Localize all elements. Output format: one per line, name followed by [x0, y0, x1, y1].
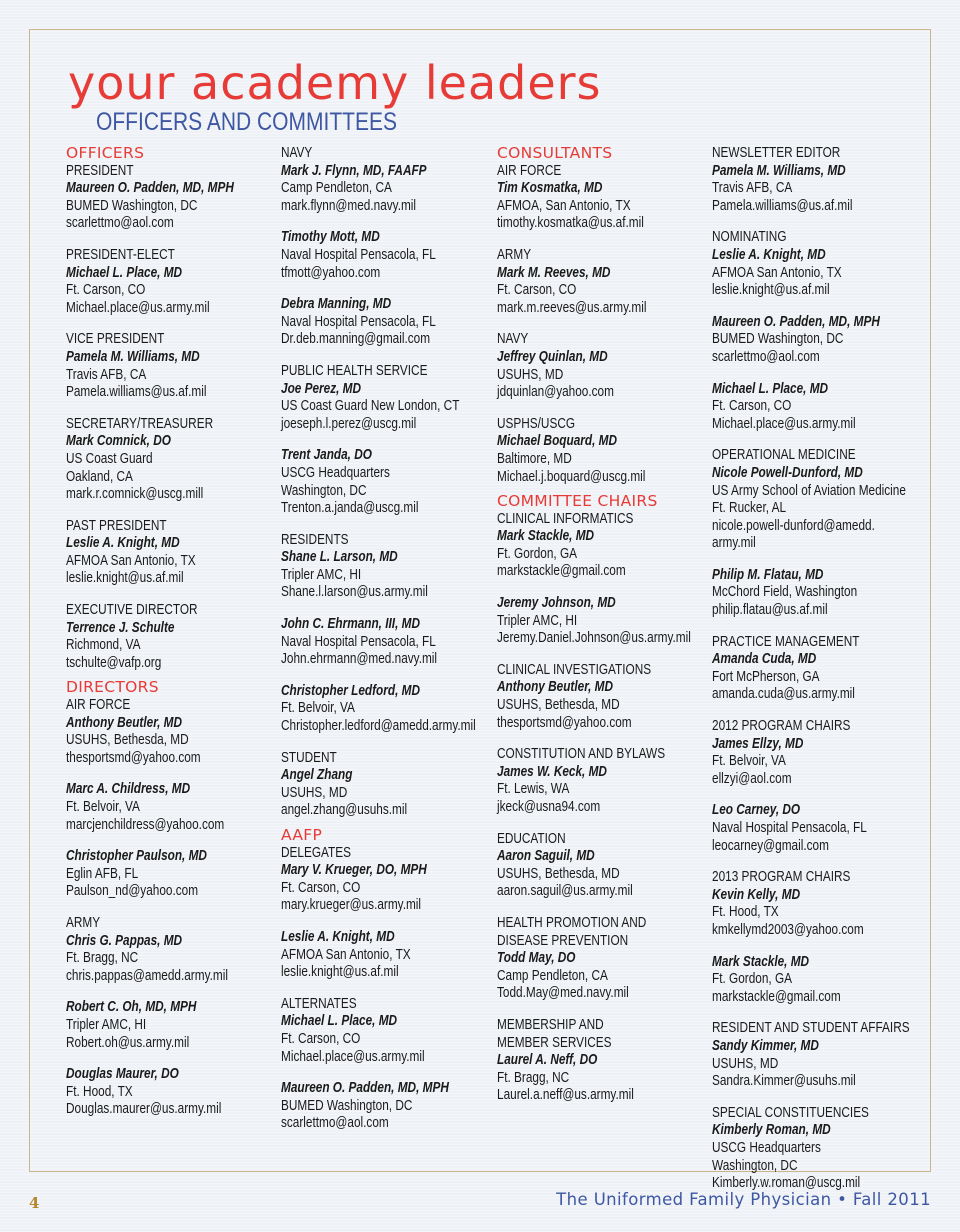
person-email: mark.m.reeves@us.army.mil: [497, 299, 647, 316]
person-name: Anthony Beutler, MD: [66, 714, 183, 731]
person-name: Mark J. Flynn, MD, FAAFP: [281, 162, 427, 179]
person-location: USUHS, MD: [497, 366, 564, 383]
person-name: Mark M. Reeves, MD: [497, 264, 611, 281]
person-name: Marc A. Childress, MD: [66, 781, 191, 798]
role-heading: NOMINATING: [712, 229, 787, 246]
person-name: Mark Stackle, MD: [712, 953, 810, 970]
spacer: [281, 915, 491, 929]
role-heading: CLINICAL INVESTIGATIONS: [497, 661, 652, 678]
spacer: [712, 215, 922, 229]
person-name: Sandy Kimmer, MD: [712, 1037, 819, 1054]
person-location: Ft. Carson, CO: [66, 282, 146, 299]
person-location: Oakland, CA: [66, 468, 133, 485]
person-name: Angel Zhang: [281, 767, 353, 784]
person-name: Tim Kosmatka, MD: [497, 180, 603, 197]
spacer: [712, 433, 922, 447]
person-location: Ft. Belvoir, VA: [712, 753, 786, 770]
person-location: Tripler AMC, HI: [281, 566, 362, 583]
person-location: BUMED Washington, DC: [281, 1097, 413, 1114]
role-heading: 2012 PROGRAM CHAIRS: [712, 718, 851, 735]
spacer: [497, 1003, 707, 1017]
spacer: [66, 834, 276, 848]
person-email: leslie.knight@us.af.mil: [281, 964, 399, 981]
person-email: philip.flatau@us.af.mil: [712, 602, 828, 619]
person-email: timothy.kosmatka@us.af.mil: [497, 215, 644, 232]
spacer: [712, 553, 922, 567]
spacer: [497, 581, 707, 595]
person-location: Ft. Hood, TX: [712, 904, 779, 921]
spacer: [66, 402, 276, 416]
spacer: [281, 602, 491, 616]
spacer: [712, 704, 922, 718]
person-name: Anthony Beutler, MD: [497, 679, 614, 696]
person-name: Kevin Kelly, MD: [712, 886, 801, 903]
person-name: Leslie A. Knight, MD: [66, 535, 180, 552]
person-email: Trenton.a.janda@uscg.mil: [281, 500, 419, 517]
person-name: Debra Manning, MD: [281, 296, 392, 313]
spacer: [281, 736, 491, 750]
person-name: Maureen O. Padden, MD, MPH: [712, 313, 880, 330]
spacer: [497, 233, 707, 247]
person-location: Ft. Bragg, NC: [66, 950, 139, 967]
person-email: leocarney@gmail.com: [712, 837, 829, 854]
person-location: USUHS, MD: [281, 784, 348, 801]
person-email: amanda.cuda@us.army.mil: [712, 686, 855, 703]
spacer: [712, 1006, 922, 1020]
person-location: Ft. Belvoir, VA: [66, 799, 140, 815]
person-location: Ft. Rucker, AL: [712, 500, 787, 517]
spacer: [712, 855, 922, 869]
person-location: Camp Pendleton, CA: [497, 967, 608, 984]
person-email: scarlettmo@aol.com: [66, 215, 174, 232]
person-location: Naval Hospital Pensacola, FL: [281, 246, 436, 263]
section-heading: CONSULTANTS: [497, 144, 613, 162]
role-heading: SECRETARY/TREASURER: [66, 415, 214, 432]
spacer: [712, 620, 922, 634]
person-location: Washington, DC: [281, 482, 367, 499]
person-email: Michael.place@us.army.mil: [281, 1048, 425, 1065]
spacer: [712, 300, 922, 314]
person-email: Robert.oh@us.army.mil: [66, 1034, 190, 1051]
spacer: [712, 1091, 922, 1105]
person-email: jdquinlan@yahoo.com: [497, 384, 614, 401]
person-name: Philip M. Flatau, MD: [712, 566, 824, 583]
person-email: nicole.powell-dunford@amedd.: [712, 517, 875, 534]
person-name: Nicole Powell-Dunford, MD: [712, 464, 863, 481]
role-heading: NAVY: [497, 331, 529, 348]
person-name: Mark Stackle, MD: [497, 528, 595, 545]
spacer: [712, 367, 922, 381]
person-location: BUMED Washington, DC: [66, 197, 198, 214]
person-location: USUHS, MD: [712, 1055, 779, 1072]
role-heading: ARMY: [497, 246, 532, 263]
person-name: Michael Boquard, MD: [497, 433, 617, 450]
person-name: Michael L. Place, MD: [66, 264, 183, 281]
spacer: [66, 233, 276, 247]
person-name: Jeremy Johnson, MD: [497, 595, 616, 612]
spacer: [497, 732, 707, 746]
person-name: Leo Carney, DO: [712, 802, 801, 819]
person-name: Leslie A. Knight, MD: [281, 928, 395, 945]
page-subtitle: OFFICERS AND COMMITTEES: [96, 108, 398, 136]
person-name: John C. Ehrmann, III, MD: [281, 616, 420, 633]
person-name: James Ellzy, MD: [712, 735, 804, 752]
person-email: Shane.l.larson@us.army.mil: [281, 584, 428, 601]
person-email: leslie.knight@us.af.mil: [712, 282, 830, 299]
person-name: Christopher Paulson, MD: [66, 848, 207, 865]
role-heading: ALTERNATES: [281, 995, 357, 1012]
person-email: Pamela.williams@us.af.mil: [66, 384, 207, 401]
person-location: USCG Headquarters: [281, 464, 390, 481]
person-location: AFMOA San Antonio, TX: [281, 946, 411, 963]
person-email: Pamela.williams@us.af.mil: [712, 197, 853, 214]
person-name: Todd May, DO: [497, 950, 576, 967]
person-email: chris.pappas@amedd.army.mil: [66, 967, 228, 984]
person-location: Fort McPherson, GA: [712, 668, 820, 685]
person-name: Robert C. Oh, MD, MPH: [66, 999, 197, 1016]
section-heading: AAFP: [281, 826, 323, 844]
person-location: Richmond, VA: [66, 637, 141, 654]
person-location: Eglin AFB, FL: [66, 865, 139, 882]
person-name: Amanda Cuda, MD: [712, 651, 817, 668]
person-location: Travis AFB, CA: [712, 180, 793, 197]
role-heading: DISEASE PREVENTION: [497, 932, 629, 949]
person-location: Ft. Gordon, GA: [712, 971, 793, 988]
role-heading: EXECUTIVE DIRECTOR: [66, 602, 198, 619]
column-2: [281, 145, 491, 1133]
person-location: USUHS, Bethesda, MD: [497, 865, 620, 882]
spacer: [281, 518, 491, 532]
person-location: Ft. Carson, CO: [712, 398, 792, 415]
person-email: Laurel.a.neff@us.army.mil: [497, 1087, 634, 1104]
person-location: BUMED Washington, DC: [712, 331, 844, 348]
person-location: Ft. Gordon, GA: [497, 545, 578, 562]
person-email: mark.flynn@med.navy.mil: [281, 197, 417, 214]
spacer: [281, 1066, 491, 1080]
role-heading: PRESIDENT-ELECT: [66, 246, 175, 263]
person-email: markstackle@gmail.com: [712, 988, 841, 1005]
person-email: jkeck@usna94.com: [497, 799, 601, 815]
spacer: [66, 1052, 276, 1066]
person-location: Ft. Carson, CO: [281, 879, 361, 896]
role-heading: PAST PRESIDENT: [66, 517, 167, 534]
role-heading: NEWSLETTER EDITOR: [712, 145, 841, 161]
column-4: [712, 145, 922, 1193]
person-location: US Coast Guard New London, CT: [281, 398, 460, 415]
section-heading: DIRECTORS: [66, 678, 159, 697]
person-name: Chris G. Pappas, MD: [66, 932, 183, 949]
person-name: Laurel A. Neff, DO: [497, 1052, 598, 1069]
person-location: Naval Hospital Pensacola, FL: [281, 313, 436, 330]
role-heading: NAVY: [281, 145, 313, 161]
person-location: USUHS, Bethesda, MD: [497, 697, 620, 714]
person-email: Sandra.Kimmer@usuhs.mil: [712, 1073, 856, 1090]
spacer: [497, 817, 707, 831]
person-email: scarlettmo@aol.com: [281, 1115, 389, 1132]
role-heading: USPHS/USCG: [497, 415, 576, 432]
person-email: tfmott@yahoo.com: [281, 264, 381, 281]
person-email: Kimberly.w.roman@uscg.mil: [712, 1175, 861, 1192]
person-name: Terrence J. Schulte: [66, 619, 175, 636]
person-name: Jeffrey Quinlan, MD: [497, 348, 608, 365]
person-email: leslie.knight@us.af.mil: [66, 570, 184, 587]
role-heading: CONSTITUTION AND BYLAWS: [497, 746, 666, 763]
person-location: Naval Hospital Pensacola, FL: [712, 820, 867, 836]
role-heading: OPERATIONAL MEDICINE: [712, 447, 856, 464]
spacer: [497, 317, 707, 331]
person-email: mark.r.comnick@uscg.mill: [66, 486, 204, 503]
person-location: Baltimore, MD: [497, 450, 572, 467]
role-heading: RESIDENT AND STUDENT AFFAIRS: [712, 1020, 910, 1037]
person-location: Camp Pendleton, CA: [281, 180, 392, 197]
spacer: [66, 767, 276, 781]
person-name: Pamela M. Williams, MD: [712, 162, 846, 179]
magazine-footer: The Uniformed Family Physician • Fall 2011: [556, 1190, 931, 1209]
person-email: Douglas.maurer@us.army.mil: [66, 1101, 222, 1118]
person-email: tschulte@vafp.org: [66, 654, 162, 671]
role-heading: EDUCATION: [497, 830, 566, 847]
role-heading: AIR FORCE: [497, 162, 562, 179]
person-location: Ft. Carson, CO: [281, 1030, 361, 1047]
person-name: Maureen O. Padden, MD, MPH: [66, 180, 234, 197]
column-3: [497, 145, 707, 1105]
role-heading: MEMBERSHIP AND: [497, 1016, 604, 1033]
person-email: Dr.deb.manning@gmail.com: [281, 331, 431, 348]
person-name: Shane L. Larson, MD: [281, 549, 398, 566]
person-name: Leslie A. Knight, MD: [712, 246, 826, 263]
spacer: [281, 982, 491, 996]
spacer: [281, 215, 491, 229]
person-email: Michael.place@us.army.mil: [66, 299, 210, 316]
person-name: Timothy Mott, MD: [281, 229, 380, 246]
person-email: Michael.j.boquard@uscg.mil: [497, 468, 646, 485]
spacer: [281, 282, 491, 296]
person-email: army.mil: [712, 535, 756, 552]
person-email: scarlettmo@aol.com: [712, 348, 820, 365]
person-location: McChord Field, Washington: [712, 584, 858, 601]
role-heading: SPECIAL CONSTITUENCIES: [712, 1104, 869, 1121]
person-location: Naval Hospital Pensacola, FL: [281, 633, 436, 650]
person-location: US Army School of Aviation Medicine: [712, 482, 906, 499]
person-email: Christopher.ledford@amedd.army.mil: [281, 718, 476, 735]
page-number: 4: [29, 1194, 40, 1212]
person-email: markstackle@gmail.com: [497, 563, 626, 580]
person-name: Trent Janda, DO: [281, 447, 372, 464]
person-location: AFMOA San Antonio, TX: [712, 264, 842, 281]
role-heading: PRESIDENT: [66, 162, 134, 179]
role-heading: DELEGATES: [281, 844, 351, 861]
person-email: angel.zhang@usuhs.mil: [281, 802, 408, 819]
person-name: Douglas Maurer, DO: [66, 1066, 179, 1083]
spacer: [281, 669, 491, 683]
person-location: Ft. Lewis, WA: [497, 781, 570, 798]
person-name: Pamela M. Williams, MD: [66, 348, 200, 365]
person-name: Kimberly Roman, MD: [712, 1122, 831, 1139]
person-name: Mark Comnick, DO: [66, 433, 171, 450]
spacer: [497, 901, 707, 915]
person-name: Joe Perez, MD: [281, 380, 362, 397]
person-name: Maureen O. Padden, MD, MPH: [281, 1080, 449, 1097]
role-heading: RESIDENTS: [281, 531, 349, 548]
person-location: Ft. Carson, CO: [497, 282, 577, 299]
spacer: [712, 788, 922, 802]
person-location: USUHS, Bethesda, MD: [66, 732, 189, 749]
role-heading: VICE PRESIDENT: [66, 331, 165, 348]
role-heading: HEALTH PROMOTION AND: [497, 914, 647, 931]
person-location: Tripler AMC, HI: [497, 612, 578, 629]
section-heading: COMMITTEE CHAIRS: [497, 492, 658, 511]
person-email: ellzyi@aol.com: [712, 770, 792, 787]
role-heading: STUDENT: [281, 749, 337, 766]
person-location: Ft. Belvoir, VA: [281, 700, 355, 717]
person-location: Ft. Hood, TX: [66, 1083, 133, 1100]
role-heading: CLINICAL INFORMATICS: [497, 510, 634, 527]
page-title: your academy leaders: [68, 56, 602, 110]
spacer: [281, 433, 491, 447]
person-email: Paulson_nd@yahoo.com: [66, 883, 199, 900]
role-heading: AIR FORCE: [66, 697, 131, 714]
spacer: [712, 940, 922, 954]
person-name: Michael L. Place, MD: [281, 1013, 398, 1030]
person-location: Ft. Bragg, NC: [497, 1069, 570, 1086]
spacer: [66, 985, 276, 999]
person-name: Aaron Saguil, MD: [497, 848, 595, 865]
person-email: joeseph.l.perez@uscg.mil: [281, 415, 417, 432]
person-email: aaron.saguil@us.army.mil: [497, 883, 633, 900]
person-name: Mary V. Krueger, DO, MPH: [281, 862, 427, 879]
person-email: marcjenchildress@yahoo.com: [66, 816, 225, 833]
person-email: Michael.place@us.army.mil: [712, 415, 856, 432]
person-location: AFMOA, San Antonio, TX: [497, 197, 631, 214]
person-email: John.ehrmann@med.navy.mil: [281, 651, 438, 668]
person-location: AFMOA San Antonio, TX: [66, 552, 196, 569]
spacer: [66, 588, 276, 602]
person-email: mary.krueger@us.army.mil: [281, 897, 422, 914]
spacer: [497, 648, 707, 662]
person-email: thesportsmd@yahoo.com: [66, 749, 201, 766]
person-name: Michael L. Place, MD: [712, 380, 829, 397]
role-heading: MEMBER SERVICES: [497, 1034, 612, 1051]
spacer: [281, 349, 491, 363]
person-email: Jeremy.Daniel.Johnson@us.army.mil: [497, 630, 691, 647]
person-location: Tripler AMC, HI: [66, 1016, 147, 1033]
person-name: Christopher Ledford, MD: [281, 682, 420, 699]
spacer: [66, 317, 276, 331]
person-email: Todd.May@med.navy.mil: [497, 985, 629, 1002]
spacer: [66, 901, 276, 915]
section-heading: OFFICERS: [66, 144, 145, 162]
column-1: [66, 145, 276, 1119]
role-heading: ARMY: [66, 914, 101, 931]
person-name: James W. Keck, MD: [497, 763, 607, 780]
role-heading: PRACTICE MANAGEMENT: [712, 633, 860, 650]
person-email: kmkellymd2003@yahoo.com: [712, 921, 864, 938]
person-location: US Coast Guard: [66, 450, 153, 467]
person-location: Travis AFB, CA: [66, 366, 147, 383]
person-email: thesportsmd@yahoo.com: [497, 714, 632, 731]
spacer: [497, 402, 707, 416]
role-heading: 2013 PROGRAM CHAIRS: [712, 869, 851, 886]
person-location: Washington, DC: [712, 1157, 798, 1174]
person-location: USCG Headquarters: [712, 1139, 821, 1156]
spacer: [66, 504, 276, 518]
role-heading: PUBLIC HEALTH SERVICE: [281, 362, 428, 379]
